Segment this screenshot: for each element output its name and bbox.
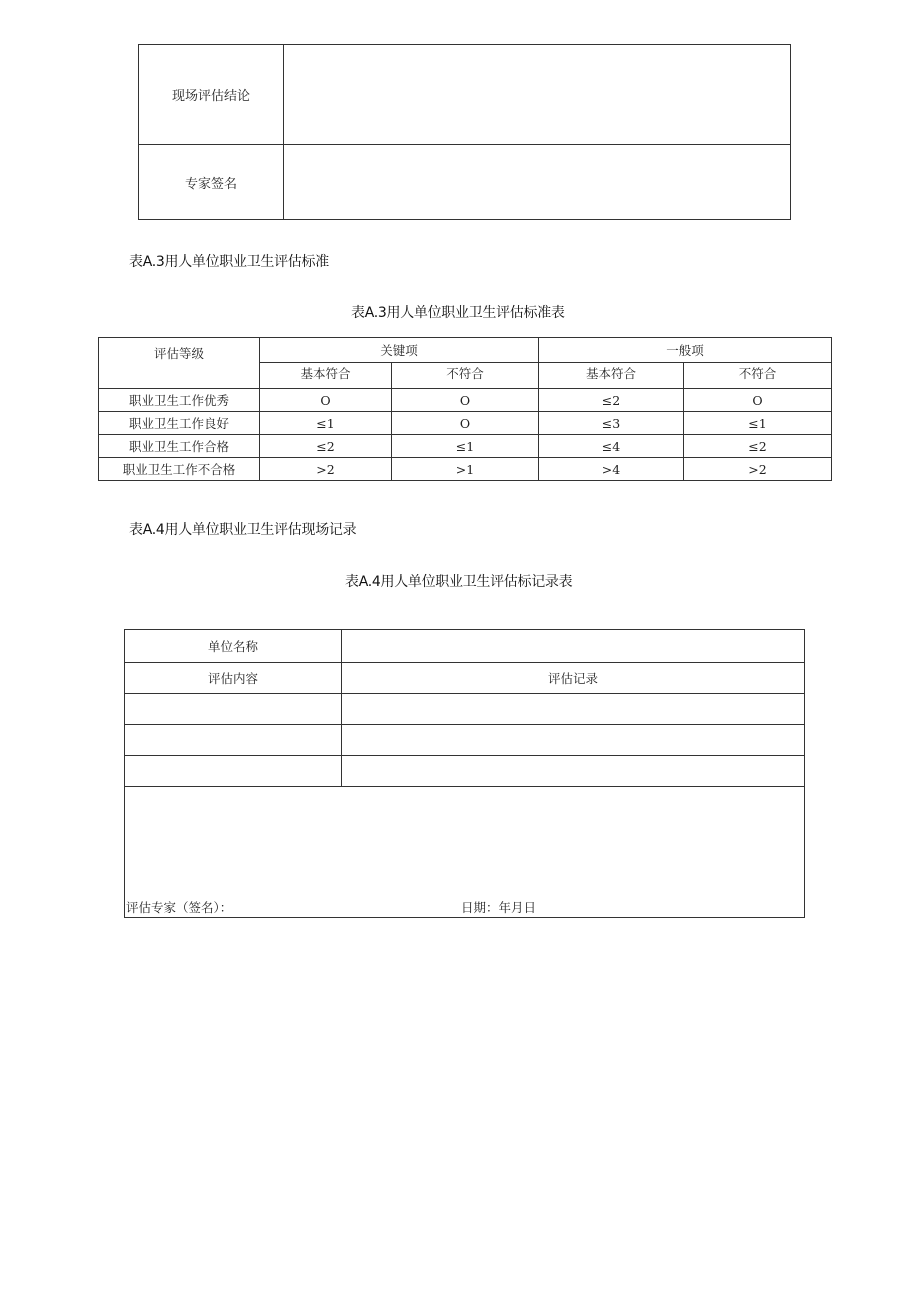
value-cell: ≤2 (684, 435, 832, 458)
unit-name-label: 单位名称 (125, 630, 342, 663)
value-cell: ≤2 (260, 435, 392, 458)
record-table (124, 629, 805, 918)
record-cell (342, 756, 805, 787)
value-cell: >1 (392, 458, 539, 481)
conclusion-value (284, 45, 791, 145)
key-basic-header: 基本符合 (260, 363, 392, 389)
section-a3-caption: 表A.3用人单位职业卫生评估标准表 (351, 305, 565, 321)
table-row (99, 412, 832, 435)
section-a3-heading: 表A.3用人单位职业卫生评估标准 (129, 254, 329, 270)
content-label: 评估内容 (125, 663, 342, 694)
value-cell: O (392, 389, 539, 412)
value-cell: O (392, 412, 539, 435)
conclusion-table (138, 44, 791, 220)
value-cell: ≤1 (392, 435, 539, 458)
content-cell (125, 694, 342, 725)
section-a4-caption: 表A.4用人单位职业卫生评估标记录表 (345, 574, 573, 590)
grade-header: 评估等级 (99, 338, 260, 389)
conclusion-label: 现场评估结论 (139, 45, 284, 145)
signature-label: 专家签名 (139, 145, 284, 220)
content-cell (125, 725, 342, 756)
unit-name-value (342, 630, 805, 663)
table-row (99, 458, 832, 481)
record-cell (342, 694, 805, 725)
grade-cell: 职业卫生工作良好 (99, 412, 260, 435)
record-cell (342, 725, 805, 756)
table-row (125, 725, 805, 756)
value-cell: >4 (539, 458, 684, 481)
record-label: 评估记录 (342, 663, 805, 694)
signature-area (125, 787, 805, 918)
table-row (125, 756, 805, 787)
key-not-header: 不符合 (392, 363, 539, 389)
section-a4-heading: 表A.4用人单位职业卫生评估现场记录 (129, 522, 357, 538)
grade-cell: 职业卫生工作合格 (99, 435, 260, 458)
key-items-header: 关键项 (260, 338, 539, 363)
expert-signature-label: 评估专家（签名）： (126, 900, 233, 915)
table-row (99, 435, 832, 458)
value-cell: O (684, 389, 832, 412)
value-cell: >2 (260, 458, 392, 481)
general-not-header: 不符合 (684, 363, 832, 389)
value-cell: >2 (684, 458, 832, 481)
criteria-table (98, 337, 832, 481)
signature-value (284, 145, 791, 220)
table-row (99, 389, 832, 412)
grade-cell: 职业卫生工作不合格 (99, 458, 260, 481)
value-cell: ≤2 (539, 389, 684, 412)
date-label: 日期：年月日 (461, 900, 537, 915)
value-cell: ≤3 (539, 412, 684, 435)
table-row (125, 694, 805, 725)
value-cell: ≤1 (260, 412, 392, 435)
grade-cell: 职业卫生工作优秀 (99, 389, 260, 412)
general-items-header: 一般项 (539, 338, 832, 363)
general-basic-header: 基本符合 (539, 363, 684, 389)
content-cell (125, 756, 342, 787)
value-cell: ≤1 (684, 412, 832, 435)
value-cell: O (260, 389, 392, 412)
value-cell: ≤4 (539, 435, 684, 458)
